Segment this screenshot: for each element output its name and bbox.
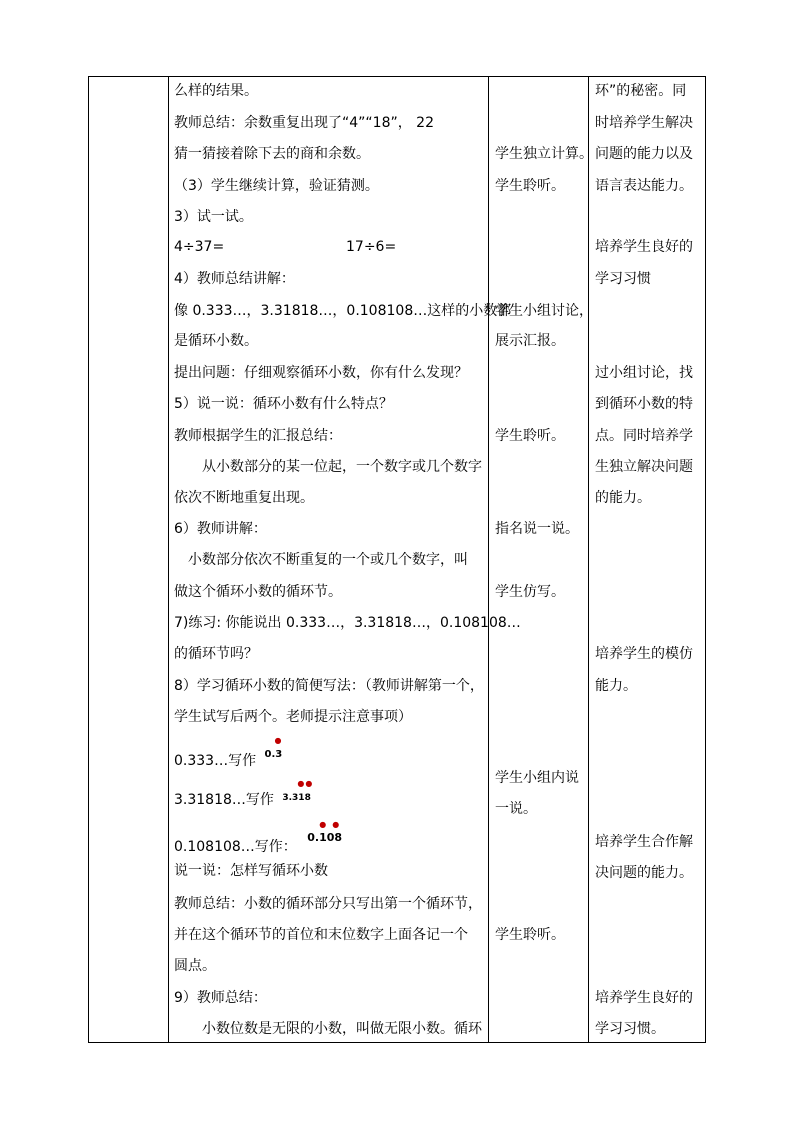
- text-line: 3）试一试。: [174, 209, 253, 225]
- text-line: 培养学生良好的: [595, 239, 693, 255]
- text-line: （3）学生继续计算，验证猜测。: [174, 178, 379, 194]
- text-line: 8）学习循环小数的简便写法：（教师讲解第一个，: [174, 678, 484, 694]
- notation-line: [174, 779, 313, 812]
- text-line: 的能力。: [595, 490, 651, 506]
- lesson-table: [88, 76, 706, 1043]
- text-line: 小数部分依次不断重复的一个或几个数字，叫: [188, 552, 468, 568]
- text-line: 一说。: [495, 801, 537, 817]
- text-line: 过小组讨论，找: [595, 365, 693, 381]
- text-line: 培养学生合作解: [595, 834, 693, 850]
- text-line: 教师根据学生的汇报总结：: [174, 428, 342, 444]
- text-line: 培养学生良好的: [595, 990, 693, 1006]
- repeating-decimal: ● ● 3.318: [282, 779, 313, 803]
- text-line: 学生聆听。: [495, 428, 565, 444]
- text-line: 的循环节吗？: [174, 646, 258, 662]
- text-line: 学生小组内说: [495, 770, 579, 786]
- text-line: 展示汇报。: [495, 333, 565, 349]
- notation-label: 0.333…写作: [174, 753, 257, 769]
- text-line: 从小数部分的某一位起，一个数字或几个数字: [202, 459, 482, 475]
- repeat-dot: ●: [297, 779, 305, 788]
- exercise-expression: 17÷6=: [346, 239, 397, 255]
- text-line: 说一说：怎样写循环小数: [174, 863, 328, 879]
- text-line: 学生聆听。: [495, 178, 565, 194]
- repeat-dot: ●: [274, 736, 282, 745]
- notation-label: 3.31818…写作: [174, 792, 274, 808]
- text-line: 学生仿写。: [495, 584, 565, 600]
- notation-line: [174, 820, 343, 858]
- column-divider: [168, 77, 169, 1042]
- column-divider: [488, 77, 489, 1042]
- column-divider: [588, 77, 589, 1042]
- text-line: 学生小组讨论，: [495, 303, 593, 319]
- text-line: 是循环小数。: [174, 333, 258, 349]
- text-line: 教师总结：小数的循环部分只写出第一个循环节，: [174, 896, 482, 912]
- text-line: 培养学生的模仿: [595, 646, 693, 662]
- text-line: 学习习惯: [595, 271, 651, 287]
- text-line: 环”的秘密。同: [595, 83, 687, 99]
- text-line: 学生独立计算。: [495, 146, 593, 162]
- notation-label: 0.108108…写作：: [174, 839, 297, 855]
- text-line: 教师总结：余数重复出现了“4”“18”， 22: [174, 115, 434, 131]
- text-line: 猜一猜接着除下去的商和余数。: [174, 146, 370, 162]
- text-line: 点。同时培养学: [595, 428, 693, 444]
- text-line: 到循环小数的特: [595, 396, 693, 412]
- text-line: 语言表达能力。: [595, 178, 693, 194]
- text-line: 能力。: [595, 678, 637, 694]
- text-line: 7)练习: 你能说出 0.333…，3.31818…，0.108108…: [174, 615, 521, 631]
- notation-line: [174, 736, 283, 773]
- text-line: 9）教师总结：: [174, 990, 267, 1006]
- repeat-dot: ●: [305, 779, 313, 788]
- repeating-decimal: ● 0.3: [264, 736, 283, 760]
- repeat-dot: ●: [332, 820, 340, 829]
- text-line: 做这个循环小数的循环节。: [174, 584, 342, 600]
- text-line: 并在这个循环节的首位和末位数字上面各记一个: [174, 927, 468, 943]
- text-line: 学习习惯。: [595, 1021, 665, 1037]
- repeat-dot: ●: [319, 820, 327, 829]
- text-line: 生独立解决问题: [595, 459, 693, 475]
- text-line: 提出问题：仔细观察循环小数，你有什么发现？: [174, 365, 468, 381]
- text-line: 时培养学生解决: [595, 115, 693, 131]
- text-line: 4）教师总结讲解：: [174, 271, 295, 287]
- text-line: 学生试写后两个。老师提示注意事项）: [174, 709, 412, 725]
- text-line: 6）教师讲解：: [174, 521, 267, 537]
- text-line: 像 0.333…，3.31818…，0.108108…这样的小数都: [174, 303, 512, 319]
- text-line: 决问题的能力。: [595, 865, 693, 881]
- text-line: 圆点。: [174, 958, 216, 974]
- text-line: 依次不断地重复出现。: [174, 490, 314, 506]
- text-line: 指名说一说。: [495, 521, 579, 537]
- exercise-expression: 4÷37=: [174, 239, 225, 255]
- text-line: 5）说一说：循环小数有什么特点？: [174, 396, 393, 412]
- text-line: 问题的能力以及: [595, 146, 693, 162]
- text-line: 小数位数是无限的小数，叫做无限小数。循环: [202, 1021, 482, 1037]
- text-line: 么样的结果。: [174, 83, 258, 99]
- repeating-decimal: ● ● 0.108: [307, 820, 343, 844]
- text-line: 学生聆听。: [495, 927, 565, 943]
